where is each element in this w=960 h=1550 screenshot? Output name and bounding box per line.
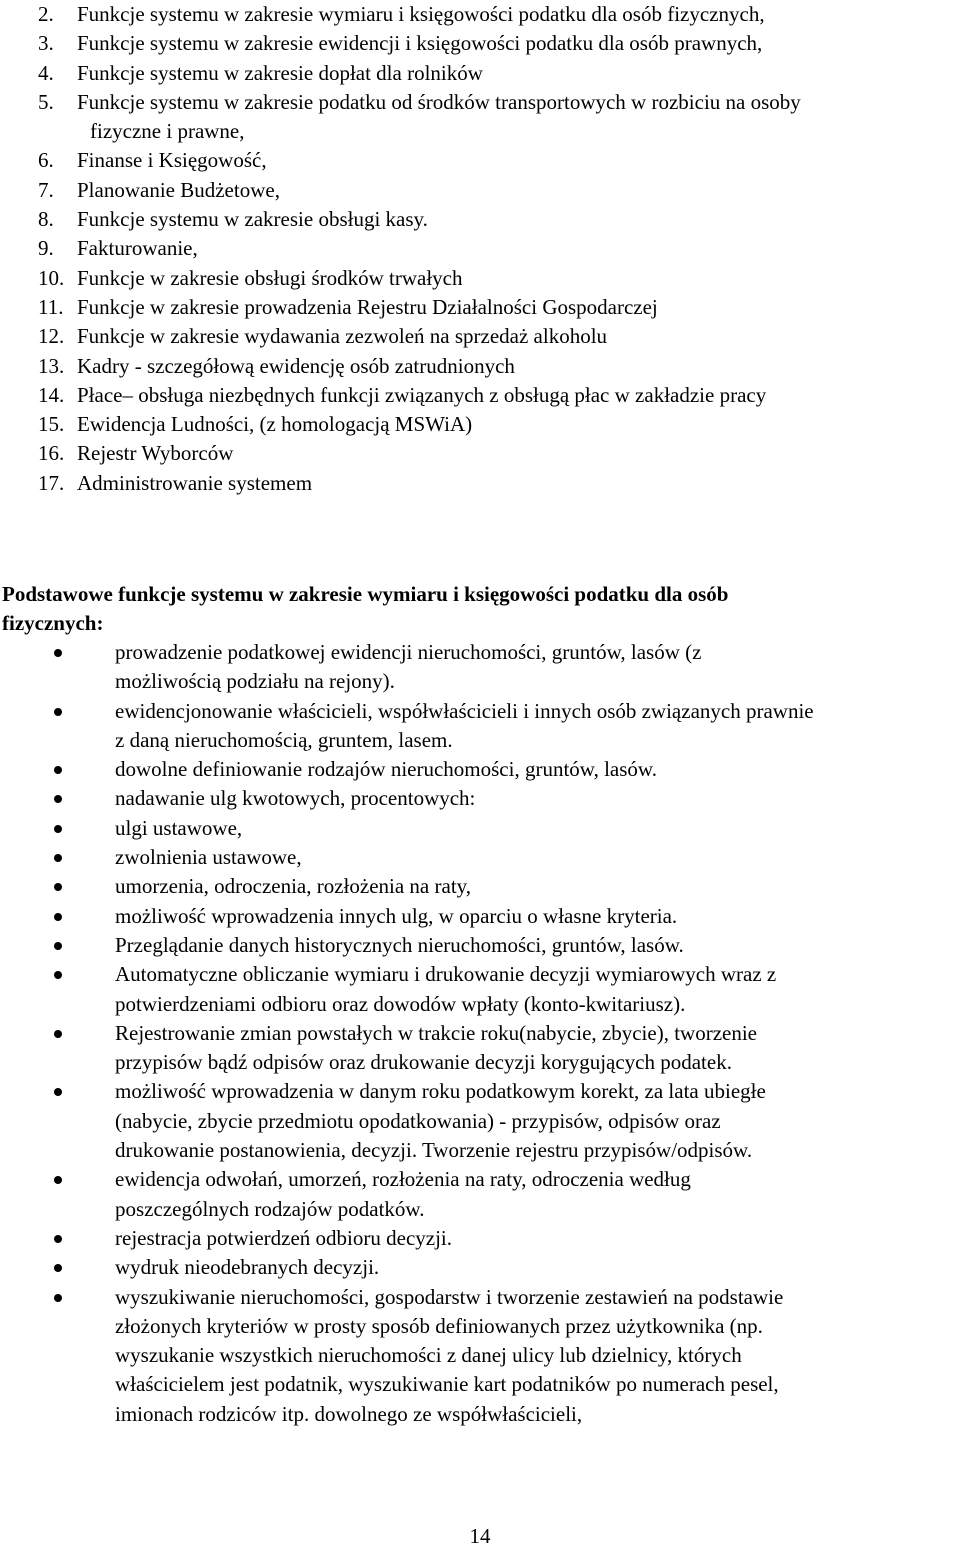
- bullet-text: zwolnienia ustawowe,: [115, 845, 302, 870]
- numbered-list-item: [0, 234, 960, 263]
- section-heading: [0, 580, 960, 638]
- page-number: 14: [469, 1524, 491, 1548]
- list-item-text: Płace– obsługa niezbędnych funkcji związanych z obsługą płac w zakładzie pracy: [77, 382, 767, 407]
- bullet-text: Rejestrowanie zmian powstałych w trakcie roku(nabycie, zbycie), tworzenie: [115, 1020, 757, 1045]
- bullet-dot-icon: [54, 708, 62, 716]
- bullet-dot-icon: [54, 854, 62, 862]
- bullet-dot-icon: [54, 1030, 62, 1038]
- list-item-number: 14.: [38, 382, 65, 407]
- numbered-list-item: [0, 264, 960, 293]
- list-item-text: Funkcje systemu w zakresie dopłat dla rolników: [77, 60, 483, 85]
- list-item-text: Fakturowanie,: [77, 236, 198, 261]
- list-item-number: 15.: [38, 412, 65, 437]
- bullet-text: imionach rodziców itp. dowolnego ze współwłaścicieli,: [115, 1401, 583, 1426]
- numbered-list-item: [0, 293, 960, 322]
- numbered-list-item: [0, 410, 960, 439]
- bullet-item: [0, 1077, 960, 1165]
- bullet-dot-icon: [54, 766, 62, 774]
- list-item-number: 4.: [38, 60, 54, 85]
- bullet-text: możliwością podziału na rejony).: [115, 669, 395, 694]
- bullet-text: Przeglądanie danych historycznych nieruchomości, gruntów, lasów.: [115, 932, 684, 957]
- bullet-text: złożonych kryteriów w prosty sposób definiowanych przez użytkownika (np.: [115, 1313, 763, 1338]
- bullet-text: poszczególnych rodzajów podatków.: [115, 1196, 425, 1221]
- numbered-list-item: [0, 146, 960, 175]
- list-item-number: 5.: [38, 89, 54, 114]
- list-item-number: 2.: [38, 2, 54, 26]
- bullet-text: Automatyczne obliczanie wymiaru i drukowanie decyzji wymiarowych wraz z: [115, 962, 777, 987]
- numbered-list-item: [0, 59, 960, 88]
- basic-functions-section: [0, 580, 960, 1450]
- numbered-list-item: [0, 439, 960, 468]
- bullet-item: [0, 1283, 960, 1429]
- list-item-number: 12.: [38, 324, 65, 349]
- bullet-item: [0, 814, 960, 843]
- numbered-list-item: [0, 469, 960, 498]
- bullet-item: [0, 1224, 960, 1253]
- bullet-text: wydruk nieodebranych decyzji.: [115, 1255, 380, 1280]
- bullet-text: możliwość wprowadzenia w danym roku podatkowym korekt, za lata ubiegłe: [115, 1079, 766, 1104]
- bullet-item: [0, 872, 960, 901]
- bullet-item: [0, 755, 960, 784]
- bullet-item: [0, 902, 960, 931]
- bullet-dot-icon: [54, 883, 62, 891]
- bullet-dot-icon: [54, 942, 62, 950]
- bullet-text: wyszukiwanie nieruchomości, gospodarstw i tworzenie zestawień na podstawie: [115, 1284, 784, 1309]
- list-item-number: 11.: [38, 294, 64, 319]
- list-item-number: 10.: [38, 265, 65, 290]
- numbered-list: [0, 0, 960, 498]
- bullet-text: możliwość wprowadzenia innych ulg, w oparciu o własne kryteria.: [115, 903, 678, 928]
- bullet-text: ewidencjonowanie właścicieli, współwłaścicieli i innych osób związanych prawnie: [115, 698, 814, 723]
- bullet-dot-icon: [54, 825, 62, 833]
- bullet-item: [0, 1019, 960, 1078]
- list-item-number: 13.: [38, 353, 65, 378]
- bullet-dot-icon: [54, 795, 62, 803]
- bullet-item: [0, 931, 960, 960]
- bullet-text: ewidencja odwołań, umorzeń, rozłożenia na raty, odroczenia według: [115, 1167, 691, 1192]
- bullet-item: [0, 843, 960, 872]
- list-item-text: Ewidencja Ludności, (z homologacją MSWiA): [77, 412, 473, 437]
- bullet-text: drukowanie postanowienia, decyzji. Tworzenie rejestru przypisów/odpisów.: [115, 1138, 753, 1163]
- bullet-text: z daną nieruchomością, gruntem, lasem.: [115, 727, 453, 752]
- list-item-text: Funkcje systemu w zakresie wymiaru i księgowości podatku dla osób fizycznych,: [77, 2, 765, 26]
- list-item-text: Rejestr Wyborców: [77, 441, 234, 466]
- section-heading-line-1: Podstawowe funkcje systemu w zakresie wymiaru i księgowości podatku dla osób: [2, 582, 729, 606]
- list-item-text: Kadry - szczegółową ewidencję osób zatrudnionych: [77, 353, 515, 378]
- bullet-dot-icon: [54, 971, 62, 979]
- bullet-item: [0, 638, 960, 697]
- numbered-list-item: [0, 29, 960, 58]
- bullet-item: [0, 697, 960, 756]
- numbered-list-item: [0, 88, 960, 147]
- bullet-dot-icon: [54, 1088, 62, 1096]
- bullet-dot-icon: [54, 1235, 62, 1243]
- list-item-number: 16.: [38, 441, 65, 466]
- list-item-text: Funkcje systemu w zakresie podatku od środków transportowych w rozbiciu na osoby: [77, 89, 801, 114]
- bullet-text: (nabycie, zbycie przedmiotu opodatkowania) - przypisów, odpisów oraz: [115, 1108, 721, 1133]
- list-item-number: 3.: [38, 31, 54, 56]
- section-heading-line-2: fizycznych:: [2, 611, 104, 635]
- list-item-number: 9.: [38, 236, 54, 261]
- bullet-dot-icon: [54, 1294, 62, 1302]
- bullet-text: dowolne definiowanie rodzajów nieruchomości, gruntów, lasów.: [115, 757, 657, 782]
- list-item-text: Administrowanie systemem: [77, 470, 313, 495]
- numbered-list-item: [0, 205, 960, 234]
- list-item-number: 6.: [38, 148, 54, 173]
- bullet-text: właścicielem jest podatnik, wyszukiwanie kart podatników po numerach pesel,: [115, 1372, 779, 1397]
- numbered-list-item: [0, 176, 960, 205]
- bullet-item: [0, 784, 960, 813]
- list-item-text: Finanse i Księgowość,: [77, 148, 267, 173]
- list-item-text: Funkcje systemu w zakresie ewidencji i księgowości podatku dla osób prawnych,: [77, 31, 763, 56]
- bullet-item: [0, 960, 960, 1019]
- numbered-list-item: [0, 0, 960, 29]
- bullet-dot-icon: [54, 1264, 62, 1272]
- list-item-text: Planowanie Budżetowe,: [77, 177, 280, 202]
- list-item-number: 17.: [38, 470, 65, 495]
- list-item-text: fizyczne i prawne,: [90, 119, 245, 144]
- list-item-number: 8.: [38, 207, 54, 232]
- bullet-text: przypisów bądź odpisów oraz drukowanie decyzji korygujących podatek.: [115, 1050, 732, 1075]
- bullet-text: nadawanie ulg kwotowych, procentowych:: [115, 786, 476, 811]
- list-item-text: Funkcje w zakresie prowadzenia Rejestru Działalności Gospodarczej: [77, 294, 658, 319]
- bullet-text: prowadzenie podatkowej ewidencji nieruchomości, gruntów, lasów (z: [115, 640, 702, 664]
- numbered-list-item: [0, 381, 960, 410]
- list-item-text: Funkcje systemu w zakresie obsługi kasy.: [77, 207, 428, 232]
- bullet-text: wyszukanie wszystkich nieruchomości z danej ulicy lub dzielnicy, których: [115, 1343, 742, 1368]
- bullet-text: potwierdzeniami odbioru oraz dowodów wpłaty (konto-kwitariusz).: [115, 991, 686, 1016]
- numbered-list-item: [0, 322, 960, 351]
- bullet-list: [0, 638, 960, 1429]
- numbered-list-item: [0, 352, 960, 381]
- bullet-dot-icon: [54, 649, 62, 657]
- bullet-item: [0, 1253, 960, 1282]
- bullet-item: [0, 1165, 960, 1224]
- bullet-dot-icon: [54, 1176, 62, 1184]
- list-item-number: 7.: [38, 177, 54, 202]
- bullet-text: umorzenia, odroczenia, rozłożenia na raty,: [115, 874, 472, 899]
- bullet-dot-icon: [54, 913, 62, 921]
- list-item-text: Funkcje w zakresie wydawania zezwoleń na sprzedaż alkoholu: [77, 324, 608, 349]
- list-item-text: Funkcje w zakresie obsługi środków trwałych: [77, 265, 463, 290]
- bullet-text: rejestracja potwierdzeń odbioru decyzji.: [115, 1225, 453, 1250]
- bullet-text: ulgi ustawowe,: [115, 815, 243, 840]
